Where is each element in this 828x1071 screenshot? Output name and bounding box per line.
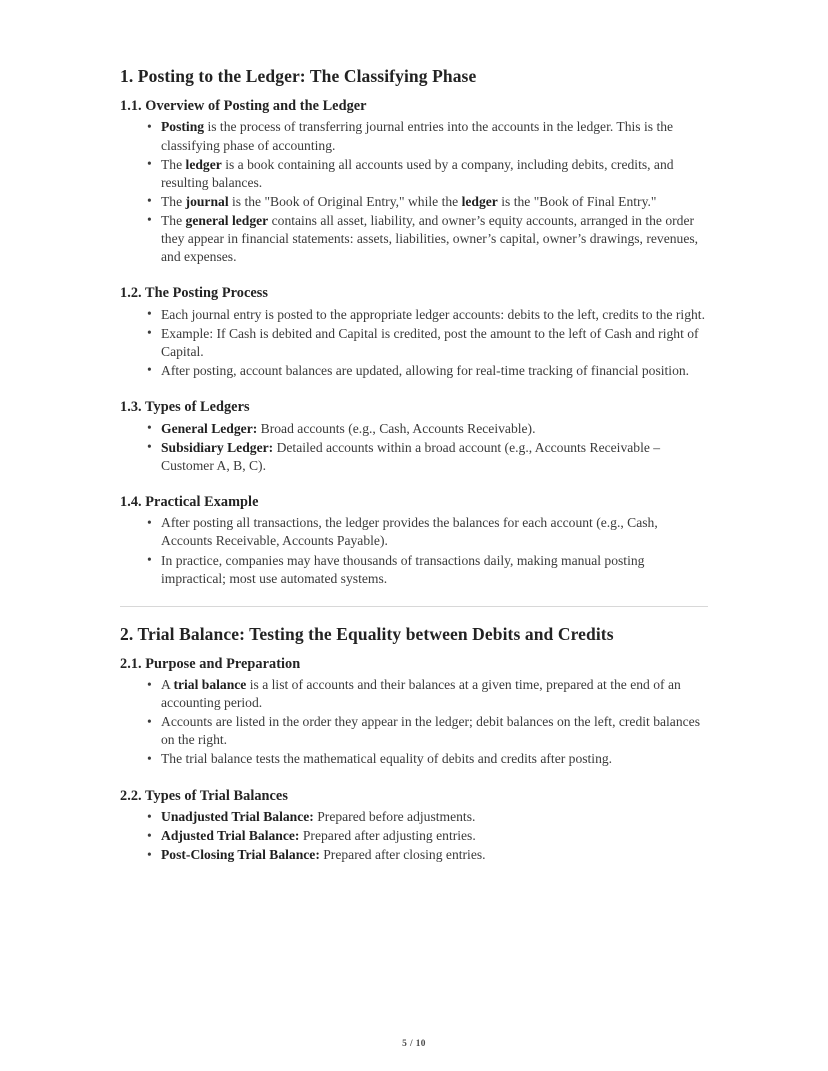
subsection-2-2-heading: 2.2. Types of Trial Balances [120, 787, 288, 804]
list-item [120, 306, 708, 324]
bullet-mid: is the "Book of Original Entry," while the [228, 193, 462, 209]
bullet-bold-lead: Subsidiary Ledger: [161, 439, 274, 455]
bullet-text: The trial balance tests the mathematical equality of debits and credits after posting. [161, 751, 613, 767]
bullet-text: Each journal entry is posted to the appropriate ledger accounts: debits to the left, credits to the right. [161, 306, 705, 322]
bullet-bold-lead: General Ledger: [161, 420, 258, 436]
list-item [120, 156, 708, 192]
bullet-text: In practice, companies may have thousands of transactions daily, making manual posting impractical; most use automated systems. [161, 552, 645, 586]
bullet-bold-lead: general ledger [185, 212, 269, 228]
list-item [120, 362, 708, 380]
bullet-text: contains all asset, liability, and owner’s equity accounts, arranged in the order they appear in financial statements: assets, liabilities, owner’s capital, owner’s drawings, revenues, and expenses. [161, 212, 699, 264]
subsection-2-1 [120, 655, 708, 769]
subsection-2-2 [120, 787, 708, 865]
bullet-text: Prepared after closing entries. [319, 847, 486, 863]
bullet-bold-lead: Adjusted Trial Balance: [161, 828, 300, 844]
subsection-1-3 [120, 398, 708, 475]
subsection-2-2-list [120, 808, 708, 864]
bullet-text: is the process of transferring journal entries into the accounts in the ledger. This is the classifying phase of accounting. [161, 119, 674, 153]
bullet-text: is a list of accounts and their balances at a given time, prepared at the end of an accounting period. [161, 677, 681, 711]
subsection-2-1-heading: 2.1. Purpose and Preparation [120, 655, 301, 672]
section-divider [120, 606, 708, 607]
list-item [120, 325, 708, 361]
bullet-bold-lead: ledger [185, 156, 222, 172]
subsection-1-1 [120, 97, 708, 266]
list-item [120, 420, 708, 438]
bullet-bold-lead: Posting [161, 119, 205, 135]
bullet-text: is a book containing all accounts used by a company, including debits, credits, and resulting balances. [161, 156, 674, 190]
bullet-bold-lead: Unadjusted Trial Balance: [161, 809, 314, 825]
bullet-text: is the "Book of Final Entry." [497, 193, 657, 209]
subsection-1-4-list [120, 514, 708, 587]
bullet-text: Accounts are listed in the order they appear in the ledger; debit balances on the left, credit balances on the right. [161, 714, 700, 748]
list-item [120, 193, 708, 211]
bullet-bold-lead: Post-Closing Trial Balance: [161, 847, 320, 863]
list-item [120, 846, 708, 864]
subsection-1-3-list [120, 420, 708, 475]
bullet-bold-lead: journal [185, 193, 229, 209]
bullet-bold-second: ledger [461, 193, 498, 209]
section-1-block [120, 66, 708, 88]
bullet-text: After posting, account balances are updated, allowing for real-time tracking of financial position. [161, 362, 690, 378]
subsection-1-1-list [120, 118, 708, 266]
section-1-heading: 1. Posting to the Ledger: The Classifying Phase [120, 66, 477, 86]
subsection-1-2-list [120, 306, 708, 380]
subsection-1-4-heading: 1.4. Practical Example [120, 493, 259, 510]
subsection-2-1-list [120, 676, 708, 768]
bullet-bold-lead: trial balance [173, 677, 247, 693]
bullet-text: Detailed accounts within a broad account (e.g., Accounts Receivable – Customer A, B, C). [161, 439, 661, 473]
subsection-1-3-heading: 1.3. Types of Ledgers [120, 398, 250, 415]
bullet-text: After posting all transactions, the ledger provides the balances for each account (e.g., Cash, Accounts Receivable, Accounts Payable). [161, 515, 658, 549]
subsection-1-2 [120, 284, 708, 380]
bullet-pre: The [161, 212, 186, 228]
list-item [120, 676, 708, 712]
bullet-text: Prepared after adjusting entries. [299, 828, 476, 844]
bullet-pre: The [161, 156, 186, 172]
list-item [120, 827, 708, 845]
bullet-pre: The [161, 193, 186, 209]
list-item [120, 118, 708, 154]
subsection-1-2-heading: 1.2. The Posting Process [120, 285, 269, 302]
list-item [120, 212, 708, 266]
list-item [120, 808, 708, 826]
section-2-block [120, 624, 708, 646]
list-item [120, 514, 708, 550]
list-item [120, 750, 708, 768]
subsection-1-4 [120, 493, 708, 588]
bullet-text: Broad accounts (e.g., Cash, Accounts Receivable). [257, 420, 536, 436]
document-content [120, 66, 708, 865]
page-number-footer: 5 / 10 [402, 1039, 426, 1049]
bullet-pre: A [161, 677, 174, 693]
list-item [120, 439, 708, 475]
bullet-text: Prepared before adjustments. [313, 809, 476, 825]
section-2-heading: 2. Trial Balance: Testing the Equality between Debits and Credits [120, 623, 614, 644]
list-item [120, 552, 708, 588]
bullet-text: Example: If Cash is debited and Capital is credited, post the amount to the left of Cash and right of Capital. [161, 325, 699, 359]
subsection-1-1-heading: 1.1. Overview of Posting and the Ledger [120, 97, 367, 114]
list-item [120, 713, 708, 749]
